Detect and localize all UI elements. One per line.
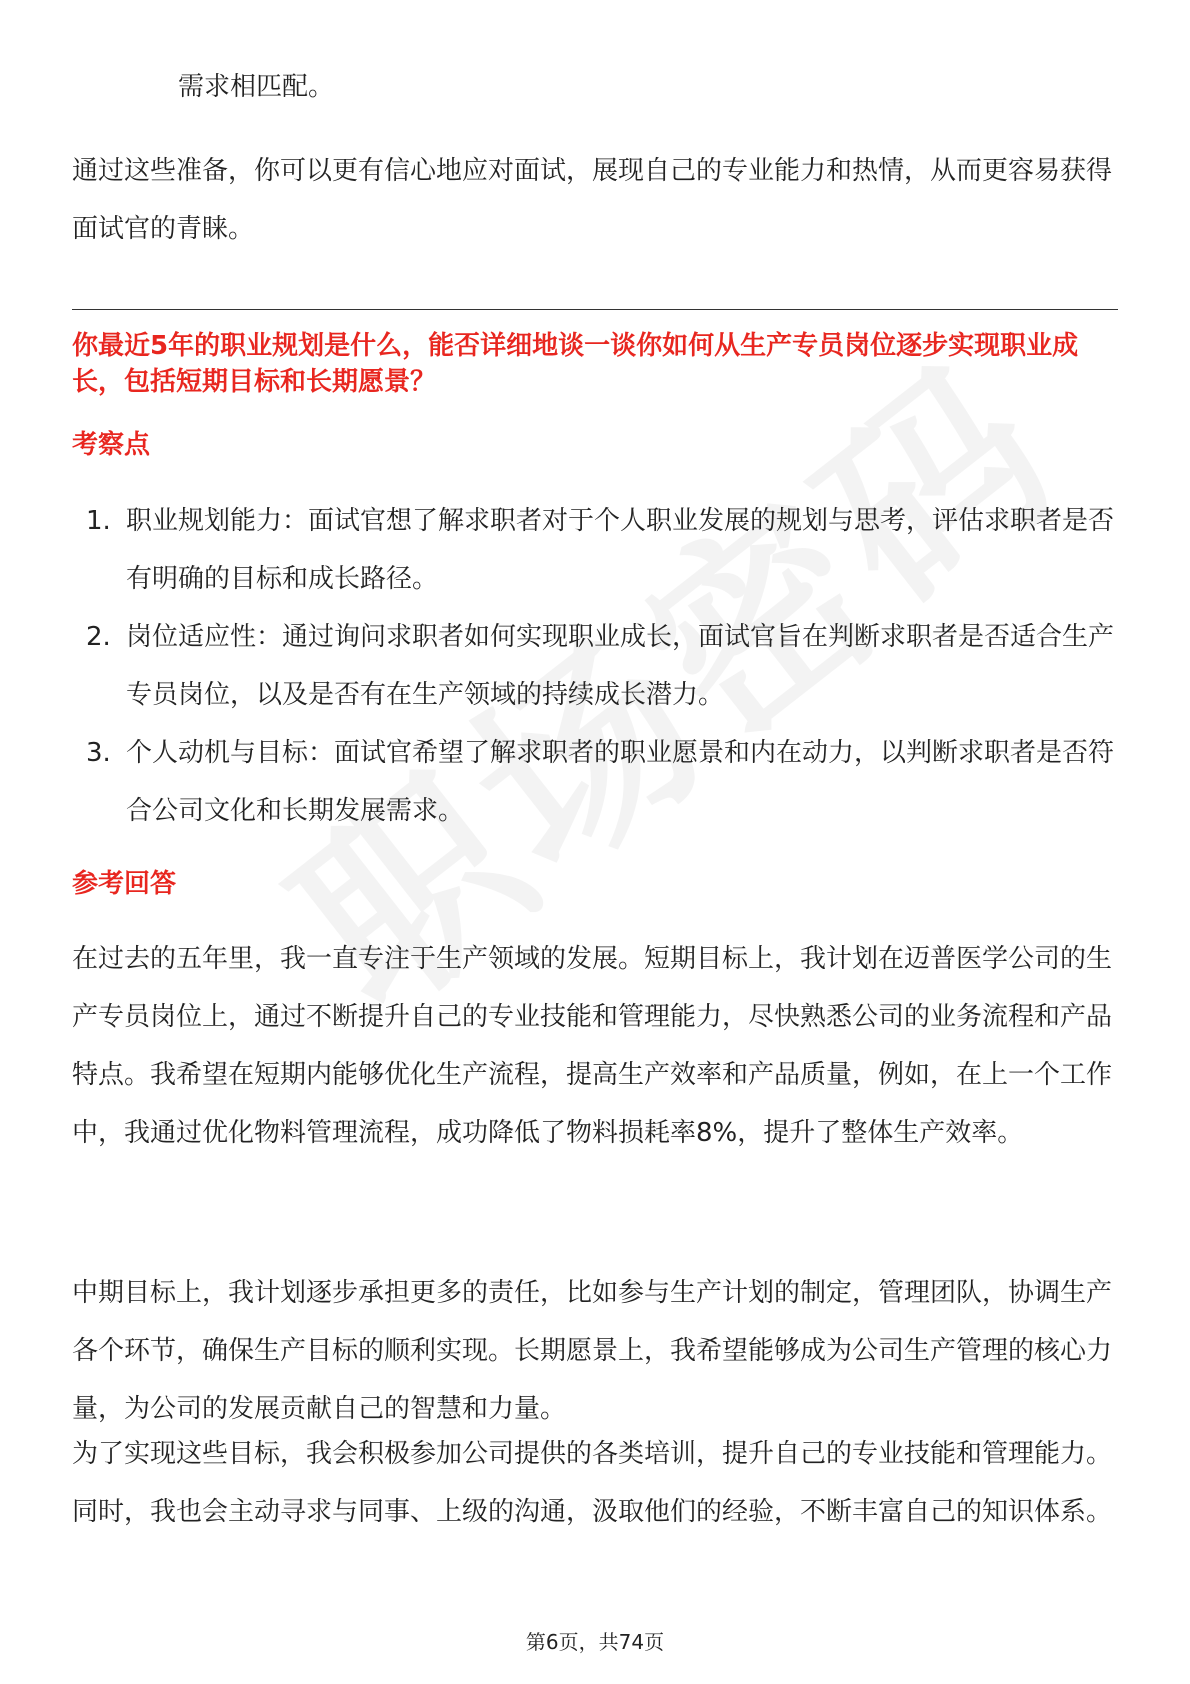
list-item-text: 岗位适应性：通过询问求职者如何实现职业成长，面试官旨在判断求职者是否适合生产专员岗位，以及是否有在生产领域的持续成长潜力。 [126,622,1115,710]
list-item-number: 3. [86,738,111,768]
answer-paragraph: 在过去的五年里，我一直专注于生产领域的发展。短期目标上，我计划在迈普医学公司的生产专员岗位上，通过不断提升自己的专业技能和管理能力，尽快熟悉公司的业务流程和产品特点。我希望在短期内能够优化生产流程，提高生产效率和产品质量，例如，在上一个工作中，我通过优化物料管理流程，成功降低了物料损耗率8%，提升了整体生产效率。 [72,944,1113,1148]
continued-list-text: 需求相匹配。 [178,72,335,102]
section-heading-points: 考察点 [72,430,151,460]
section-heading-answer: 参考回答 [72,869,177,899]
section-divider [72,309,1118,310]
question-heading: 你最近5年的职业规划是什么，能否详细地谈一谈你如何从生产专员岗位逐步实现职业成长，包括短期目标和长期愿景？ [72,331,1079,397]
page-footer: 第6页，共74页 [525,1630,665,1654]
list-item [72,724,1118,840]
list-item-text: 职业规划能力：面试官想了解求职者对于个人职业发展的规划与思考，评估求职者是否有明确的目标和成长路径。 [126,506,1115,594]
list-item-number: 2. [86,622,111,652]
list-item-text: 个人动机与目标：面试官希望了解求职者的职业愿景和内在动力，以判断求职者是否符合公司文化和长期发展需求。 [126,738,1115,826]
answer-paragraph: 中期目标上，我计划逐步承担更多的责任，比如参与生产计划的制定，管理团队，协调生产各个环节，确保生产目标的顺利实现。长期愿景上，我希望能够成为公司生产管理的核心力量，为公司的发展贡献自己的智慧和力量。 [72,1278,1113,1424]
intro-paragraph: 通过这些准备，你可以更有信心地应对面试，展现自己的专业能力和热情，从而更容易获得面试官的青睐。 [72,156,1113,244]
list-item [72,608,1118,724]
list-item [72,492,1118,608]
points-list [72,492,1118,840]
list-item-number: 1. [86,506,111,536]
answer-paragraph: 为了实现这些目标，我会积极参加公司提供的各类培训，提升自己的专业技能和管理能力。同时，我也会主动寻求与同事、上级的沟通，汲取他们的经验，不断丰富自己的知识体系。 [72,1439,1113,1527]
